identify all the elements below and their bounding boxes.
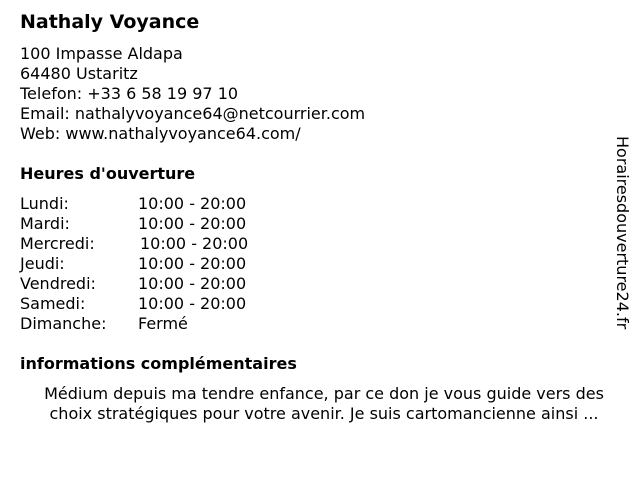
info-line: choix stratégiques pour votre avenir. Je suis cartomancienne ainsi ... [49,404,599,423]
web-line [20,124,365,144]
phone-number[interactable]: +33 6 58 19 97 10 [87,84,239,103]
email-line [20,104,365,124]
info-title: informations complémentaires [20,354,297,373]
phone-line [20,84,365,104]
info-line: Médium depuis ma tendre enfance, par ce don je vous guide vers des [44,384,604,403]
site-watermark: Horairesdouverture24.fr [613,136,632,330]
contact-block [20,44,365,144]
email-label: Email: [20,104,70,123]
phone-label: Telefon: [20,84,83,103]
business-name: Nathaly Voyance [20,11,200,33]
web-link[interactable]: www.nathalyvoyance64.com/ [65,124,301,143]
day-hours: 10:00 - 20:00 [138,194,247,213]
day-hours: 10:00 - 20:00 [138,254,247,273]
day-hours: 10:00 - 20:00 [138,294,247,313]
web-label: Web: [20,124,61,143]
hours-title: Heures d'ouverture [20,164,196,183]
day-hours: Fermé [138,314,188,333]
day-label: Dimanche: [20,314,107,333]
day-label: Jeudi: [20,254,65,273]
email-address[interactable]: nathalyvoyance64@netcourrier.com [74,104,366,123]
day-label: Mercredi: [20,234,95,253]
day-hours: 10:00 - 20:00 [138,214,247,233]
day-hours: 10:00 - 20:00 [140,234,249,253]
day-label: Samedi: [20,294,86,313]
address-city: 64480 Ustaritz [20,64,138,83]
day-label: Vendredi: [20,274,96,293]
info-description [14,384,634,424]
day-label: Lundi: [20,194,69,213]
day-hours: 10:00 - 20:00 [138,274,247,293]
day-label: Mardi: [20,214,70,233]
address-street: 100 Impasse Aldapa [20,44,183,63]
